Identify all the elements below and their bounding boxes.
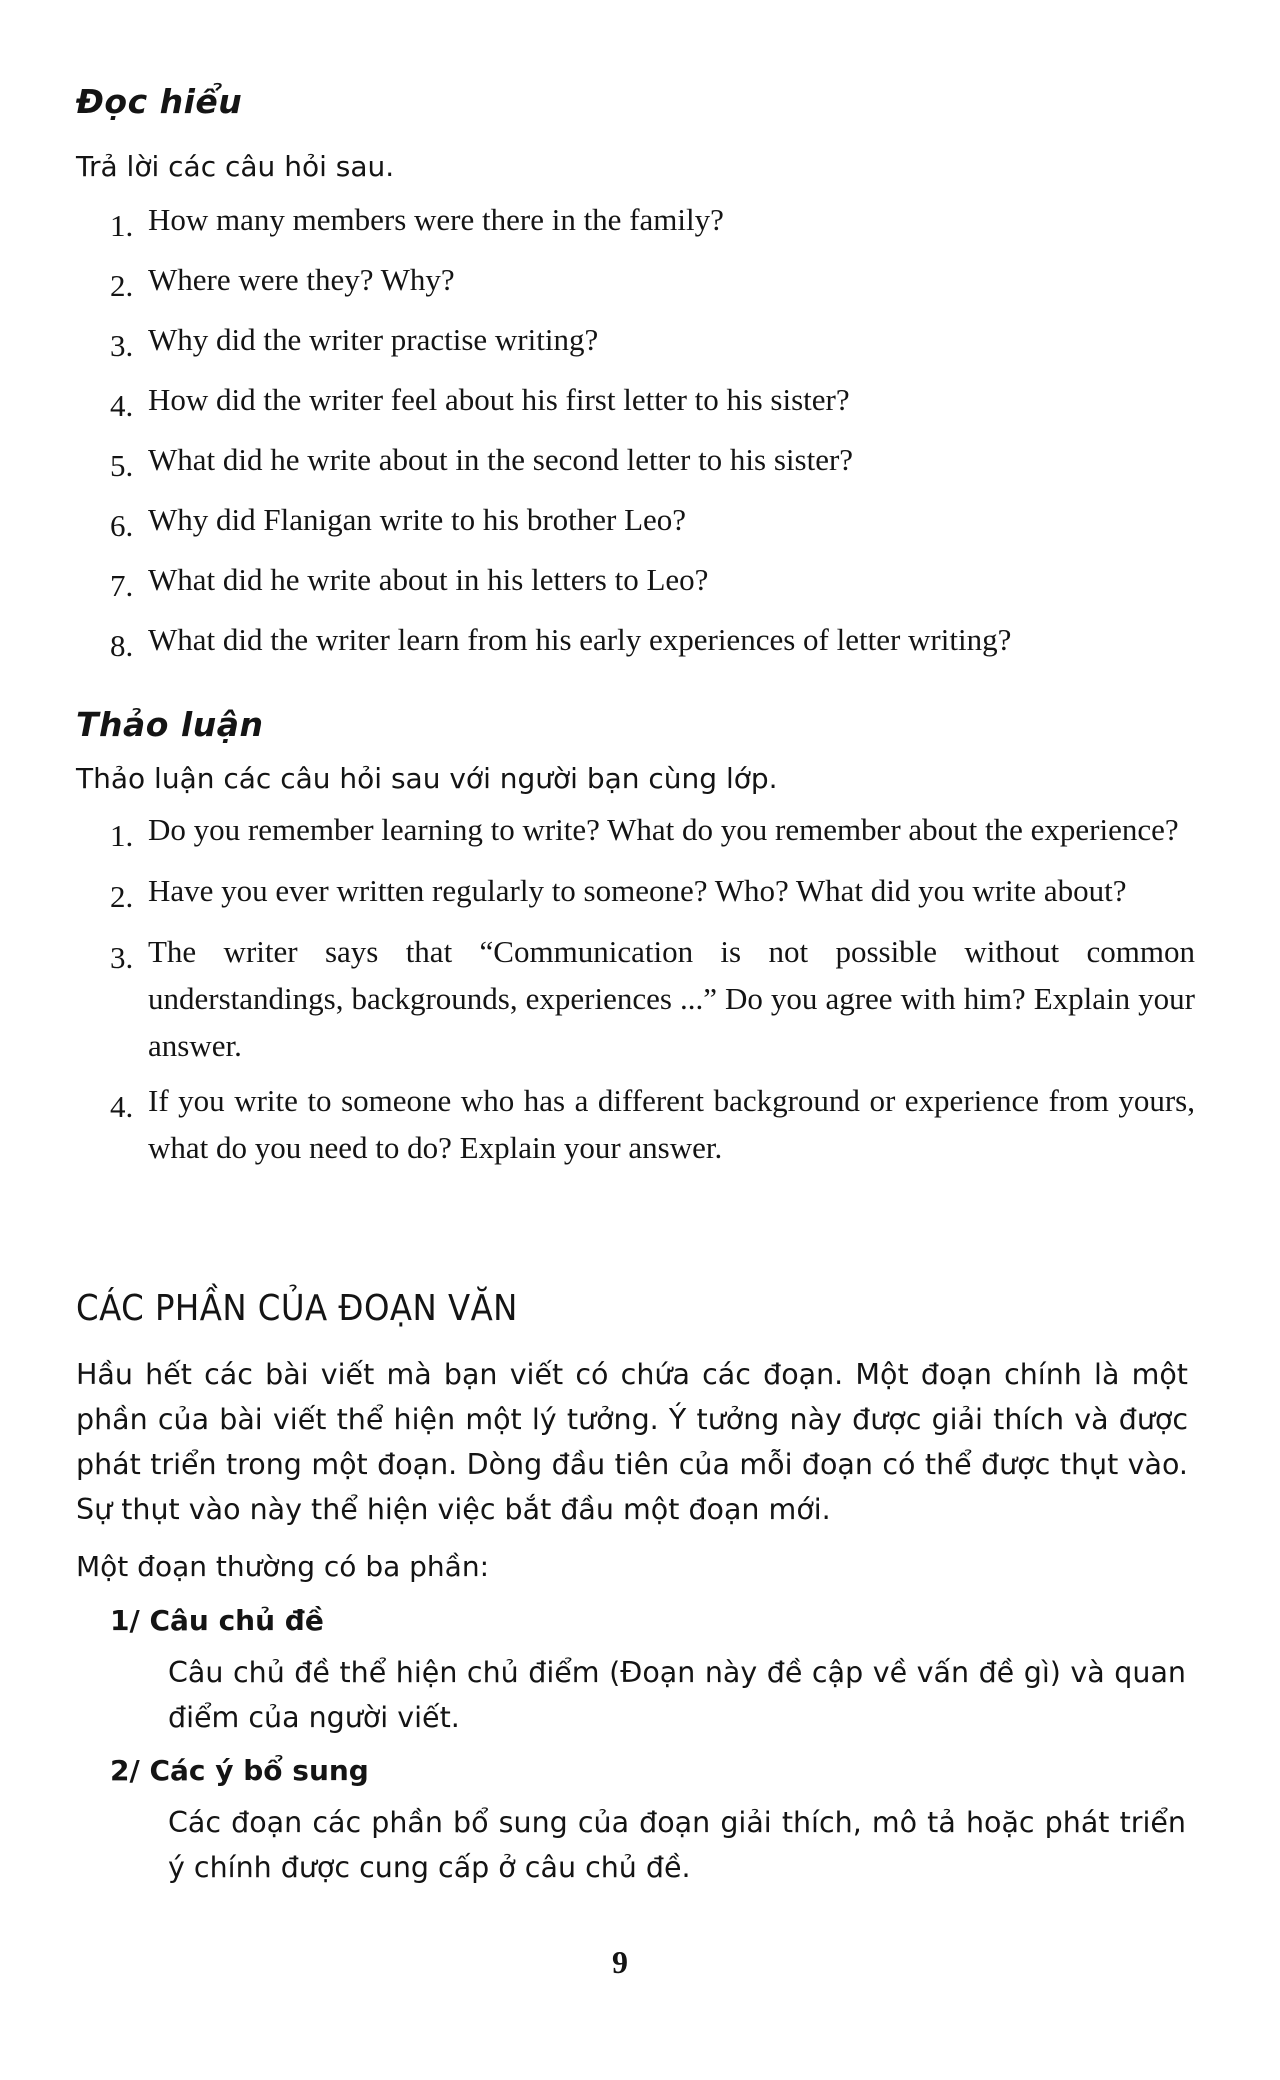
discussion-question-list [110,806,1195,1179]
question-text: What did he write about in his letters to Leo? [148,562,709,597]
question-text: The writer says that “Communication is not possible without common understandings, backgrounds, experiences ...” Do you agree with him? Explain your answer. [148,934,1195,1063]
question-text: How many members were there in the family? [148,202,724,237]
list-item [110,867,1195,920]
question-text: Do you remember learning to write? What do you remember about the experience? [148,812,1179,847]
reading-question-list [110,196,1195,676]
list-item [110,316,1195,370]
question-text: How did the writer feel about his first letter to his sister? [148,382,850,417]
list-item [110,806,1195,859]
reading-instruction: Trả lời các câu hỏi sau. [76,150,395,183]
question-text: Why did Flanigan write to his brother Leo? [148,502,687,537]
list-item [110,256,1195,310]
reading-heading: Đọc hiểu [76,82,243,121]
list-item [110,928,1195,1069]
discussion-heading: Thảo luận [76,705,264,744]
question-text: What did the writer learn from his early experiences of letter writing? [148,622,1012,657]
section-title: CÁC PHẦN CỦA ĐOẠN VĂN [76,1288,518,1329]
part-text-topic-sentence: Câu chủ đề thể hiện chủ điểm (Đoạn này đề cập về vấn đề gì) và quan điểm của người viết. [168,1656,1186,1734]
question-number: 7. [110,568,134,603]
part-heading-topic-sentence: 1/ Câu chủ đề [110,1604,324,1637]
question-number: 4. [110,1089,134,1124]
list-item [110,436,1195,490]
part-heading-supporting-ideas: 2/ Các ý bổ sung [110,1754,369,1787]
question-text: Have you ever written regularly to someone? Who? What did you write about? [148,873,1127,908]
question-number: 1. [110,208,134,243]
part-text-supporting-ideas: Các đoạn các phần bổ sung của đoạn giải thích, mô tả hoặc phát triển ý chính được cung cấp ở câu chủ đề. [168,1806,1186,1884]
question-text: Why did the writer practise writing? [148,322,599,357]
list-item [110,1077,1195,1171]
intro-paragraph: Hầu hết các bài viết mà bạn viết có chứa các đoạn. Một đoạn chính là một phần của bài viết thể hiện một lý tưởng. Ý tưởng này được giải thích và được phát triển trong một đoạn. Dòng đầu tiên của mỗi đoạn có thể được thụt vào. Sự thụt vào này thể hiện việc bắt đầu một đoạn mới. [76,1358,1188,1526]
question-number: 1. [110,818,134,853]
list-item [110,376,1195,430]
question-number: 5. [110,448,134,483]
parts-lead: Một đoạn thường có ba phần: [76,1550,490,1583]
question-text: If you write to someone who has a different background or experience from yours, what do you need to do? Explain your answer. [148,1083,1195,1165]
list-item [110,616,1195,670]
question-number: 8. [110,628,134,663]
list-item [110,496,1195,550]
list-item [110,196,1195,250]
question-number: 6. [110,508,134,543]
question-number: 3. [110,328,134,363]
question-number: 3. [110,940,134,975]
page-number: 9 [612,1944,628,1980]
discussion-instruction: Thảo luận các câu hỏi sau với người bạn cùng lớp. [76,762,778,795]
question-number: 2. [110,268,134,303]
question-number: 4. [110,388,134,423]
question-number: 2. [110,879,134,914]
list-item [110,556,1195,610]
question-text: Where were they? Why? [148,262,455,297]
question-text: What did he write about in the second letter to his sister? [148,442,854,477]
